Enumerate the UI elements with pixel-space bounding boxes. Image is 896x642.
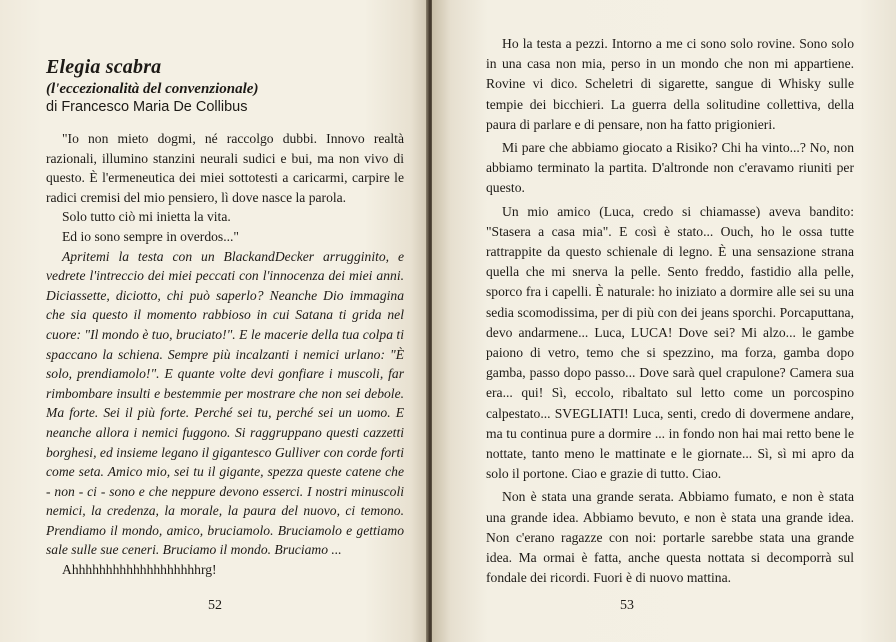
right-page-text [486, 34, 854, 588]
paragraph: "Io non mieto dogmi, né raccolgo dubbi. Innovo realtà razionali, illumino stanzini neurali sudici e bui, ma non vivo di questo. È l'ermeneutica dei miei sottotesti a caricarmi, carpire le radici cremisi del mio pensiero, lì dove nasce la parola. [46, 131, 404, 205]
paragraph: Mi pare che abbiamo giocato a Risiko? Chi ha vinto...? No, non abbiamo terminato la partita. D'altronde non c'eravamo riuniti per questo. [486, 140, 854, 196]
right-page [432, 0, 896, 642]
paragraph: Un mio amico (Luca, credo si chiamasse) aveva bandito: "Stasera a casa mia". E così è stato... Ouch, ho le ossa tutte rattrappite da questo schienale di legno. È una sensazione strana quella che mi snerva la pelle. Sento freddo, fastidio alla pelle, sporco fra i capelli. È naturale: ho iniziato a dormire alle sei su una sedia scomodissima, per di più con dei jeans sporchi. Porcaputtana, devo andarmene... Luca, LUCA! Dove sei? Mi alzo... le gambe paiono di vetro, temo che si spezzino, ma forza, gamba dopo gamba, passo dopo passo... Dove sarà quel crapulone? Camera sua era... qui! Sì, eccolo, ribaltato sul letto come un porcospino calpestato... SVEGLIATI! Luca, senti, credo di dovermene andare, ma tu continua pure a dormire ... in fondo non hai mai retto bene le nottate, tanto meno le mattinate e le giornate... Sì, sì mi apro da solo il portone. Ciao e grazie di tutto. Ciao. [486, 203, 854, 482]
story-title: Elegia scabra [46, 56, 162, 78]
paragraph: Ho la testa a pezzi. Intorno a me ci sono solo rovine. Sono solo in una casa non mia, perso in un mondo che non mi appartiene. Rovine vi dico. Scheletri di sigarette, sangue di Whisky sulle tempie dei bicchieri. La guerra della solitudine collettiva, della paura di parlare e di pensare, non ha fatto prigionieri. [486, 36, 854, 132]
page-number: 53 [620, 598, 634, 613]
page-number: 52 [208, 598, 222, 613]
paragraph: Ed io sono sempre in overdos..." [62, 228, 239, 244]
paragraph: Non è stata una grande serata. Abbiamo fumato, e non è stata una grande idea. Abbiamo bevuto, e non è stata una grande idea. Non c'erano ragazze con noi: portarle sarebbe stata una grande idea. Ma ormai è fatta, anche questa nottata si decomporrà sul fondale dei ricordi. Fuori è di nuovo mattina. [486, 489, 854, 586]
story-subtitle: (l'eccezionalità del convenzionale) [46, 81, 259, 97]
left-page-text [46, 129, 404, 580]
paragraph: Apritemi la testa con un BlackandDecker arrugginito, e vedrete l'intreccio dei miei peccati con l'innocenza dei miei anni. Diciassette, diciotto, chi può saperlo? Neanche Dio immagina che sia questo il momento rabbioso in cui Satana ti grida nel cuore: "Il mondo è tuo, bruciato!". E le macerie della tua colpa ti spaccano la schiena. Sempre più incalzanti i nemici urlano: "È solo, prendiamolo!". E quante volte devi gonfiare i muscoli, far rimbombare insulti e bestemmie per mostrare che non sei debole. Ma forte. Sei il più forte. Perché sei tu, perché sei un uomo. E neanche allora i nemici fuggono. Si raggruppano questi cazzetti borghesi, ed insieme legano il gigantesco Gulliver con corde forti come seta. Amico mio, sei tu il gigante, spezza queste catene che - non - ci - sono e che neppure devono esserci. I nostri minuscoli nemici, la credenza, la morale, la paura del nuovo, ci temono. Prendiamo il mondo, amico, bruciamolo. Bruciamolo e gettiamo sale sulle sue ceneri. Bruciamo il mondo. Bruciamo ... [46, 248, 404, 558]
left-page [0, 0, 428, 642]
paragraph: Solo tutto ciò mi inietta la vita. [62, 209, 231, 225]
story-author: di Francesco Maria De Collibus [46, 99, 248, 115]
paragraph: Ahhhhhhhhhhhhhhhhhhhrg! [62, 562, 217, 578]
